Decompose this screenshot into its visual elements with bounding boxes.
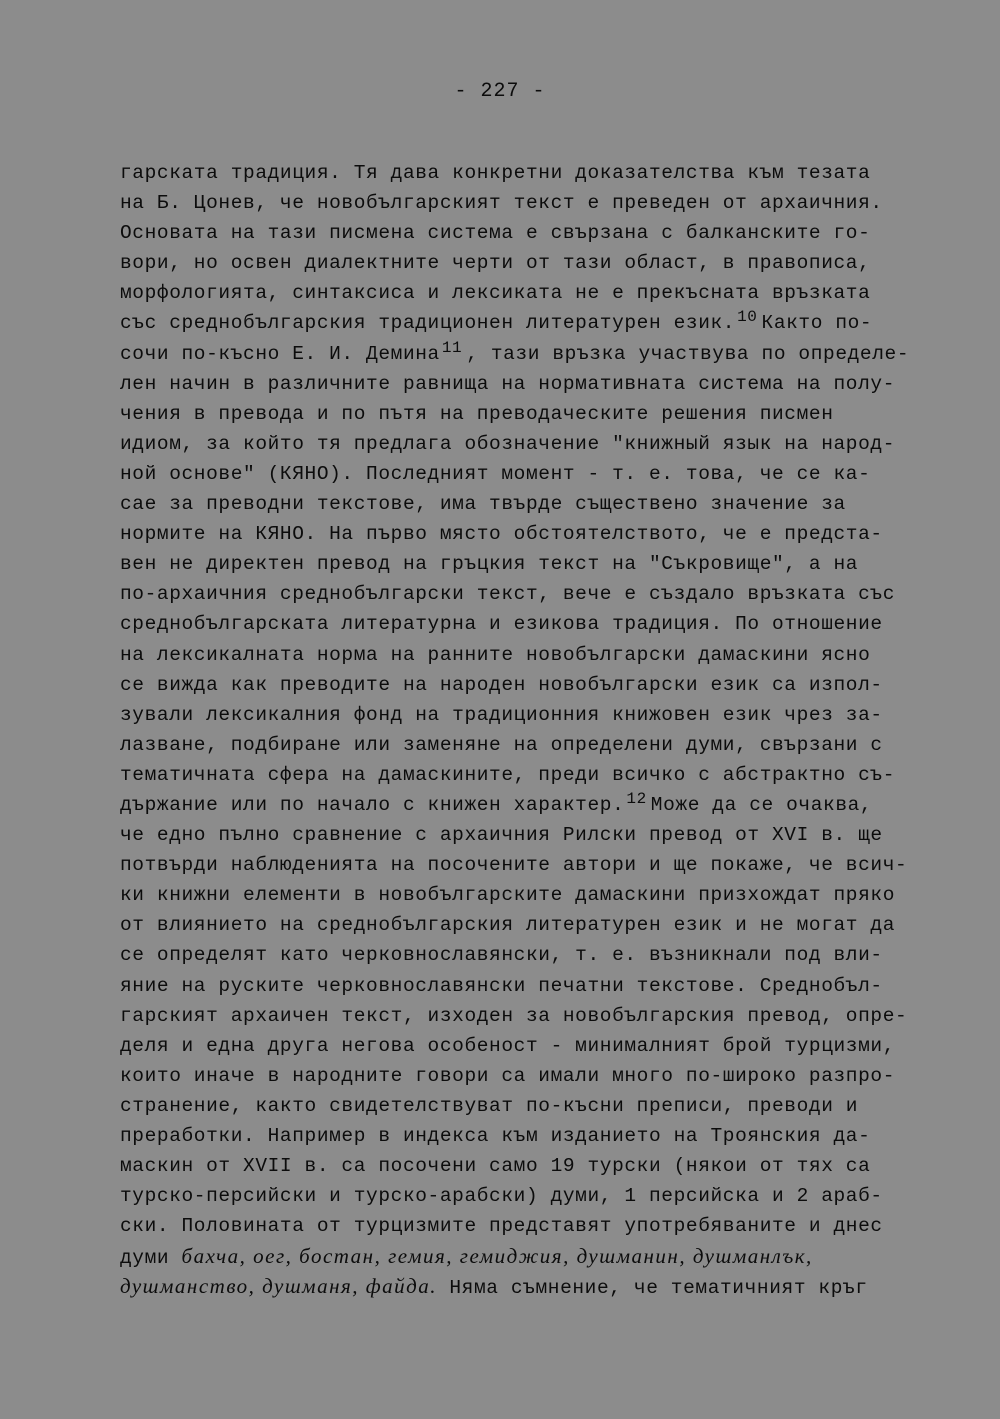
text-line bbox=[120, 338, 910, 369]
text-line: че едно пълно сравнение с архаичния Рилски превод от XVI в. ще bbox=[120, 824, 883, 847]
text-line: които иначе в народните говори са имали много по-широко разпро- bbox=[120, 1064, 896, 1087]
text-line: лен начин в различните равнища на нормативната система на полу- bbox=[120, 372, 896, 395]
text-segment: , тази връзка участвува по определе- bbox=[466, 342, 910, 365]
text-line bbox=[120, 308, 900, 338]
text-line: яние на руските черковнославянски печатни текстове. Среднобъл- bbox=[120, 974, 883, 997]
text-line: зували лексикалния фонд на традиционния книжовен език чрез за- bbox=[120, 703, 883, 726]
text-line: ной основе" (КЯНО). Последният момент - т. е. това, че се ка- bbox=[120, 462, 871, 485]
text-segment: със среднобългарския традиционен литературен език. bbox=[120, 312, 736, 335]
text-line: тематичната сфера на дамаскините, преди всичко с абстрактно съ- bbox=[120, 763, 896, 786]
text-line: Основата на тази писмена система е свързана с балканските го- bbox=[120, 222, 871, 245]
text-line: преработки. Например в индекса към изданието на Троянския да- bbox=[120, 1125, 871, 1147]
text-line bbox=[120, 790, 900, 820]
text-line: се определят като черковнославянски, т. е. възникнали под вли- bbox=[120, 944, 883, 967]
body-text bbox=[120, 158, 910, 1302]
text-line: морфологията, синтаксиса и лексиката не е прекъсната връзката bbox=[120, 282, 871, 305]
text-line: странение, както свидетелствуват по-късни преписи, преводи и bbox=[120, 1094, 859, 1117]
text-line: сае за преводни текстове, има твърде съществено значение за bbox=[120, 493, 846, 516]
text-line: нормите на КЯНО. На първо място обстоятелството, че е предста- bbox=[120, 523, 883, 546]
text-segment: думи bbox=[120, 1247, 182, 1270]
footnote-ref-11: 11 bbox=[441, 338, 463, 357]
text-line: от влиянието на среднобългарския литературен език и не могат да bbox=[120, 914, 896, 937]
text-line: гарският архаичен текст, изходен за новобългарския превод, опре- bbox=[120, 1004, 908, 1027]
text-line: среднобългарската литературна и езикова традиция. По отношение bbox=[120, 613, 883, 636]
page-number: - 227 - bbox=[454, 80, 546, 103]
text-line: идиом, за който тя предлага обозначение "книжный язык на народ- bbox=[120, 432, 896, 455]
italic-word-list: душманство, душманя, файда. bbox=[120, 1274, 438, 1299]
footnote-ref-10: 10 bbox=[737, 308, 758, 327]
text-segment: Няма съмнение, че тематичният кръг bbox=[437, 1277, 868, 1300]
text-line: на Б. Цонев, че новобългарският текст е преведен от архаичния. bbox=[120, 192, 883, 215]
text-line bbox=[120, 1241, 900, 1271]
text-line: вори, но освен диалектните черти от тази област, в правописа, bbox=[120, 252, 871, 275]
text-line: ски. Половината от турцизмите представят употребяваните и днес bbox=[120, 1215, 883, 1238]
text-line: гарската традиция. Тя дава конкретни доказателства към тезата bbox=[120, 162, 871, 184]
text-line: вен не директен превод на гръцкия текст на "Съкровище", а на bbox=[120, 553, 859, 576]
italic-word-list: бахча, оег, бостан, гемия, гемиджия, душманин, душманлък, bbox=[181, 1244, 813, 1269]
text-line: на лексикалната норма на ранните новобългарски дамаскини ясно bbox=[120, 643, 871, 666]
text-line: потвърди наблюденията на посочените автори и ще покаже, че всич- bbox=[120, 854, 908, 877]
text-line: ки книжни елементи в новобългарските дамаскини призхождат пряко bbox=[120, 884, 896, 907]
text-segment: Може да се очаква, bbox=[650, 793, 873, 816]
text-segment: Както по- bbox=[761, 312, 873, 335]
text-line: маскин от XVII в. са посочени само 19 турски (някои от тях са bbox=[120, 1155, 871, 1178]
text-segment: държание или по начало с книжен характер. bbox=[120, 793, 625, 816]
text-line: чения в превода и по пътя на преводаческите решения писмен bbox=[120, 402, 834, 425]
text-line: се вижда как преводите на народен новобългарски език са изпол- bbox=[120, 673, 883, 696]
text-line: турско-персийски и турско-арабски) думи, 1 персийска и 2 араб- bbox=[120, 1185, 883, 1208]
text-line bbox=[120, 1271, 900, 1301]
text-segment: сочи по-късно Е. И. Демина bbox=[120, 342, 440, 365]
text-line: деля и една друга негова особеност - минималният брой турцизми, bbox=[120, 1034, 896, 1057]
text-line: по-архаичния среднобългарски текст, вече е създало връзката със bbox=[120, 583, 896, 606]
text-line: лазване, подбиране или заменяне на определени думи, свързани с bbox=[120, 733, 883, 756]
footnote-ref-12: 12 bbox=[626, 789, 647, 808]
